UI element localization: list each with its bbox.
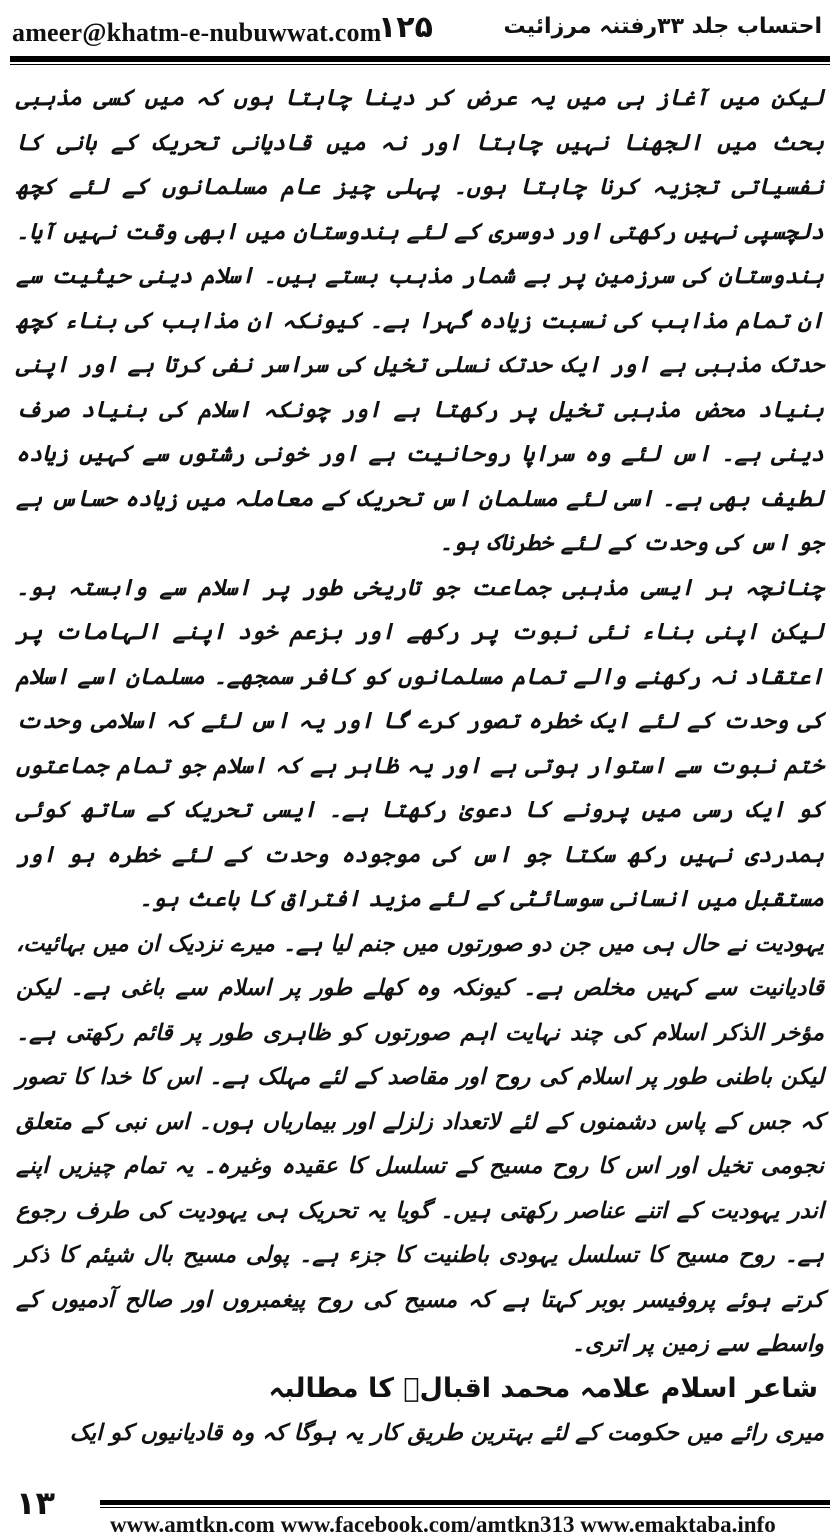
header-title: احتساب جلد ۳۳رفتنہ مرزائیت (503, 14, 822, 39)
paragraph-3: یہودیت نے حال ہی میں جن دو صورتوں میں جنم لیا ہے۔ میرے نزدیک ان میں بہائیت، قادیانیت سے کہیں مخلص ہے۔ کیونکہ وہ کھلے طور پر اسلام سے باغی ہے۔ لیکن مؤخر الذکر اسلام کی چند نہایت اہم صورتوں کو ظاہری طور پر قائم رکھتی ہے۔ لیکن باطنی طور پر اسلام کی روح اور مقاصد کے لئے مہلک ہے۔ اس کا خدا کا تصور کہ جس کے پاس دشمنوں کے لئے لاتعداد زلزلے اور بیماریاں ہوں۔ اس نبی کے متعلق نجومی تخیل اور اس کا روح مسیح کے تسلسل کا عقیدہ وغیرہ۔ یہ تمام چیزیں اپنے اندر یہودیت کے اتنے عناصر رکھتی ہیں۔ گویا یہ تحریک ہی یہودیت کی طرف رجوع ہے۔ روح مسیح کا تسلسل یہودی باطنیت کا جزء ہے۔ پولی مسیح بال شیئم کا ذکر کرتے ہوئے پروفیسر بوبر کہتا ہے کہ مسیح کی روح پیغمبروں اور صالح آدمیوں کے واسطے سے زمین پر اتری۔ (16, 930, 824, 1357)
page-footer (0, 1484, 840, 1540)
section-heading: شاعر اسلام علامہ محمد اقبالؒ کا مطالبہ (268, 1372, 818, 1404)
closing-paragraph: میری رائے میں حکومت کے لئے بہترین طریق کار یہ ہوگا کہ وہ قادیانیوں کو ایک (69, 1419, 824, 1446)
footer-links[interactable]: www.amtkn.com www.facebook.com/amtkn313 www.emaktaba.info (110, 1512, 776, 1537)
header-page-number: ۱۲۵ (378, 10, 433, 45)
footer-rule (100, 1500, 830, 1505)
document-body (16, 76, 824, 1455)
footer-rule-thin (100, 1507, 830, 1508)
header-rule-thin (10, 64, 830, 65)
header-rule (10, 56, 830, 62)
paragraph-2: چنانچہ ہر ایسی مذہبی جماعت جو تاریخی طور پر اسلام سے وابستہ ہو۔ لیکن اپنی بناء نئی نبوت پر رکھے اور بزعم خود اپنے الہامات پر اعتقاد نہ رکھنے والے تمام مسلمانوں کو کافر سمجھے۔ مسلمان اسے اسلام کی وحدت کے لئے ایک خطرہ تصور کرے گا اور یہ اس لئے کہ اسلامی وحدت ختم نبوت سے استوار ہوتی ہے اور یہ ظاہر ہے کہ اسلام جو تمام جماعتوں کو ایک رسی میں پرونے کا دعویٰ رکھتا ہے۔ ایسی تحریک کے ساتھ کوئی ہمدردی نہیں رکھ سکتا جو اس کی موجودہ وحدت کے لئے خطرہ ہو اور مستقبل میں انسانی سوسائٹی کے لئے مزید افتراق کا باعث ہو۔ (16, 574, 824, 912)
header-email[interactable]: ameer@khatm-e-nubuwwat.com (12, 18, 382, 47)
paragraph-1: لیکن میں آغاز ہی میں یہ عرض کر دینا چاہتا ہوں کہ میں کسی مذہبی بحث میں الجھنا نہیں چاہتا اور نہ میں قادیانی تحریک کے بانی کا نفسیاتی تجزیہ کرنا چاہتا ہوں۔ پہلی چیز عام مسلمانوں کے لئے کچھ دلچسپی نہیں رکھتی اور دوسری کے لئے ہندوستان میں ابھی وقت نہیں آیا۔ ہندوستان کی سرزمین پر بے شمار مذہب بستے ہیں۔ اسلام دینی حیثیت سے ان تمام مذاہب کی نسبت زیادہ گہرا ہے۔ کیونکہ ان مذاہب کی بناء کچھ حدتک مذہبی ہے اور ایک حدتک نسلی تخیل کی سراسر نفی کرتا ہے اور اپنی بنیاد محض مذہبی تخیل پر رکھتا ہے اور چونکہ اسلام کی بنیاد صرف دینی ہے۔ اس لئے وہ سراپا روحانیت ہے اور خونی رشتوں سے کہیں زیادہ لطیف بھی ہے۔ اسی لئے مسلمان اس تحریک کے معاملہ میں زیادہ حساس ہے جو اس کی وحدت کے لئے خطرناک ہو۔ (16, 85, 824, 556)
page-header (0, 0, 840, 66)
footer-page-number: ۱۳ (16, 1484, 56, 1522)
